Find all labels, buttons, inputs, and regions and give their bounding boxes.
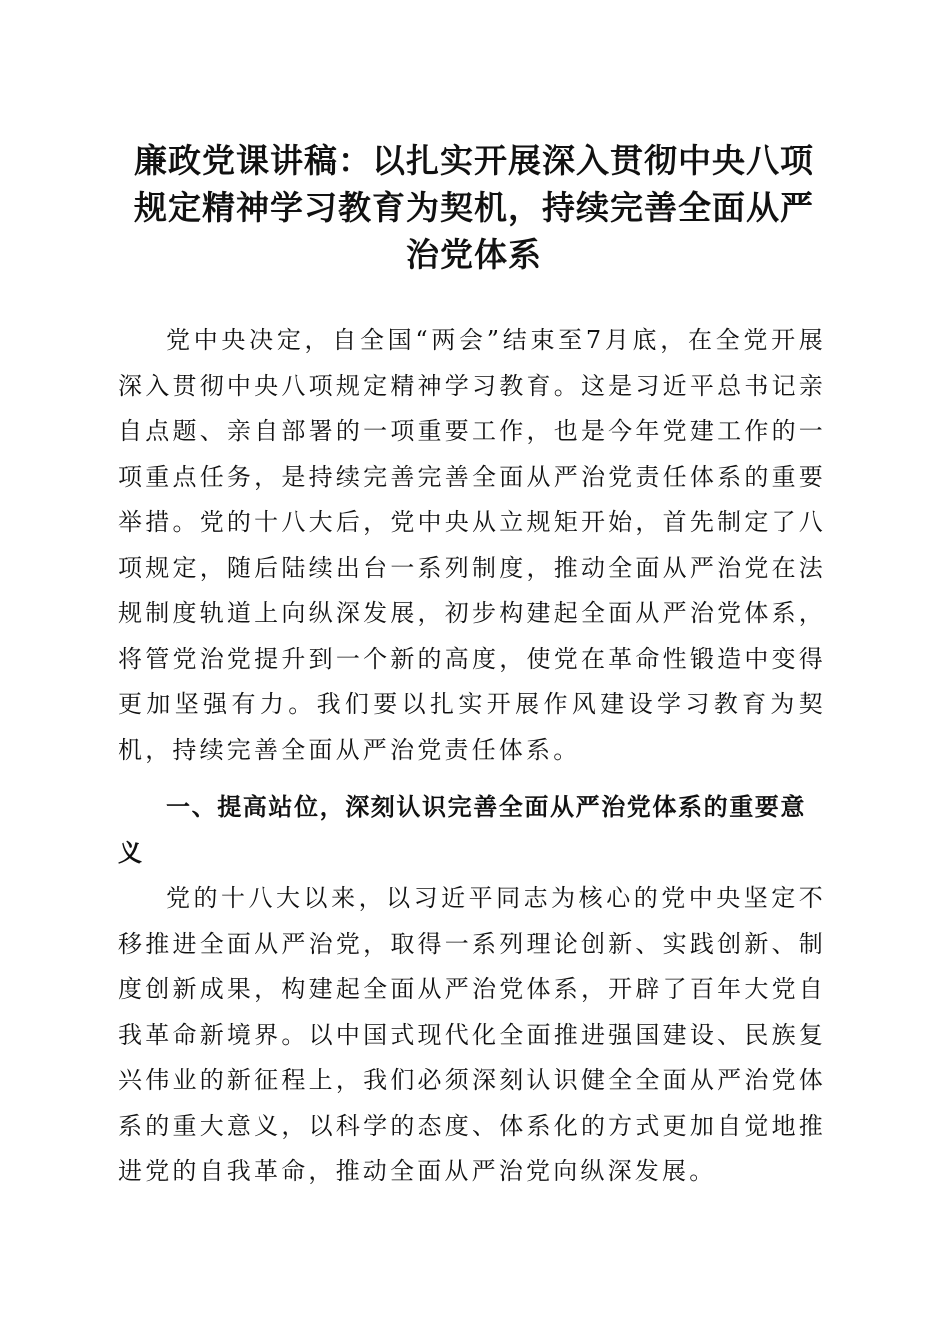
intro-paragraph: 党中央决定，自全国“两会”结束至7月底，在全党开展深入贯彻中央八项规定精神学习教育。这是习近平总书记亲自点题、亲自部署的一项重要工作，也是今年党建工作的一项重点任务，是持续完善完善全面从严治党责任体系的重要举措。党的十八大后，党中央从立规矩开始，首先制定了八项规定，随后陆续出台一系列制度，推动全面从严治党在法规制度轨道上向纵深发展，初步构建起全面从严治党体系，将管党治党提升到一个新的高度，使党在革命性锻造中变得更加坚强有力。我们要以扎实开展作风建设学习教育为契机，持续完善全面从严治党责任体系。 <box>118 326 826 764</box>
section-1-paragraph: 党的十八大以来，以习近平同志为核心的党中央坚定不移推进全面从严治党，取得一系列理论创新、实践创新、制度创新成果，构建起全面从严治党体系，开辟了百年大党自我革命新境界。以中国式现代化全面推进强国建设、民族复兴伟业的新征程上，我们必须深刻认识健全全面从严治党体系的重大意义，以科学的态度、体系化的方式更加自觉地推进党的自我革命，推动全面从严治党向纵深发展。 <box>118 884 826 1185</box>
section-heading-1: 一、提高站位，深刻认识完善全面从严治党体系的重要意义 <box>118 793 806 867</box>
document-body <box>118 318 826 1195</box>
document-title: 廉政党课讲稿：以扎实开展深入贯彻中央八项规定精神学习教育为契机，持续完善全面从严治党体系 <box>134 141 814 274</box>
